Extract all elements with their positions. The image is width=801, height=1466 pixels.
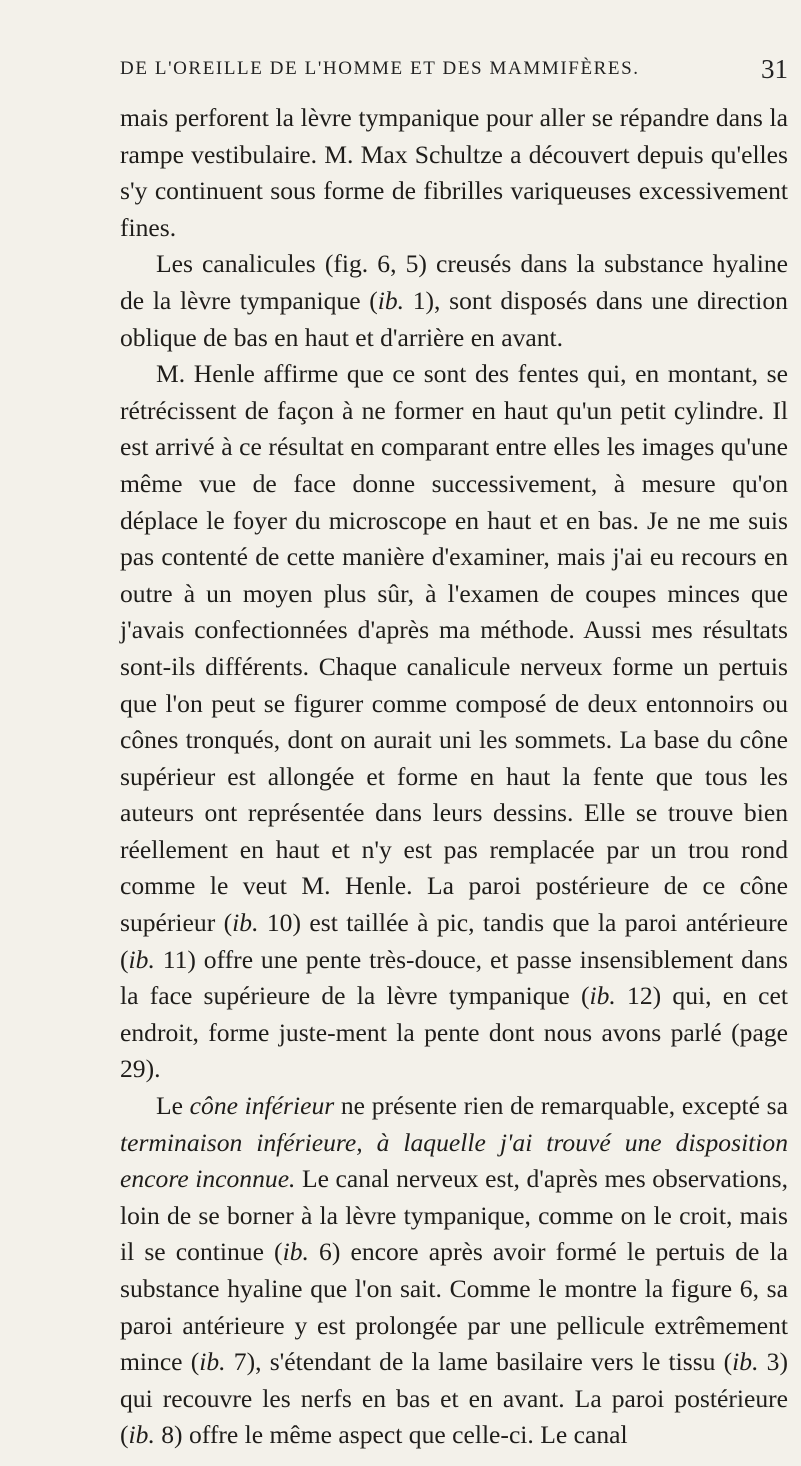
paragraph-canalicules [120, 246, 788, 356]
ibid-ref: ib. [377, 285, 405, 315]
ibid-ref: ib. [199, 1347, 226, 1377]
ibid-ref: ib. [128, 1420, 155, 1450]
paragraph-3-text-c: 11) offre une pente très-douce, et passe insensiblement dans la face supérieure de la lèvre tympanique ( [120, 944, 788, 1011]
paragraph-2-text-a: Les canalicules (fig. 6, 5) creusés dans la substance hyaline de la lèvre tympanique ( [120, 249, 788, 315]
paragraph-3-text-b: 10) est taillée à pic, tandis que la paroi antérieure ( [120, 908, 788, 974]
paragraph-1-text: mais perforent la lèvre tympanique pour aller se répandre dans la rampe vestibulaire. M. Max Schultze a découvert depuis qu'elles s'y continuent sous forme de fibrilles variqueuses excessivement fines. [120, 103, 788, 242]
paragraph-3-text-d: 12) qui, en cet endroit, forme juste-ment la pente dont nous avons parlé (page 29). [120, 981, 788, 1084]
paragraph-4-text-a: Le [156, 1091, 190, 1121]
paragraph-2-text-b: 1), sont disposés dans une direction oblique de bas en haut et d'arrière en avant. [120, 285, 788, 352]
page-number: 31 [761, 54, 788, 84]
italic-term: cône inférieur [189, 1091, 335, 1121]
paragraph-4-text-f: 3) qui recouvre les nerfs en bas et en avant. La paroi postérieure ( [120, 1347, 789, 1450]
paragraph-4-text-e: 7), s'étendant de la lame basilaire vers le tissu ( [225, 1347, 733, 1377]
paragraph-4-text-c: Le canal nerveux est, d'après mes observations, loin de se borner à la lèvre tympanique, comme on le croit, mais il se continue ( [120, 1164, 788, 1267]
paragraph-4-text-d: 6) encore après avoir formé le pertuis de la substance hyaline que l'on sait. Comme le montre la figure 6, sa paroi antérieure y est prolongée par une pellicule extrêmement mince ( [120, 1237, 788, 1377]
paragraph-henle [120, 356, 788, 1088]
paragraph-cone-inferieur [120, 1088, 788, 1454]
italic-phrase: terminaison inférieure, à laquelle j'ai trouvé une disposition encore inconnue. [120, 1127, 788, 1194]
paragraph-3-text-a: M. Henle affirme que ce sont des fentes qui, en montant, se rétrécissent de façon à ne former en haut qu'un petit cylindre. Il est arrivé à ce résultat en comparant entre elles les images qu'une même vue de face donne successivement, à mesure qu'on déplace le foyer du microscope en haut et en bas. Je ne me suis pas contenté de cette manière d'examiner, mais j'ai eu recours en outre à un moyen plus sûr, à l'examen de coupes minces que j'avais confectionnées d'après ma méthode. Aussi mes résultats sont-ils différents. Chaque canalicule nerveux forme un pertuis que l'on peut se figurer comme composé de deux entonnoirs ou cônes tronqués, dont on aurait uni les sommets. La base du cône supérieur est allongée et forme en haut la fente que tous les auteurs ont représentée dans leurs dessins. Elle se trouve bien réellement en haut et n'y est pas remplacée par un trou rond comme le veut M. Henle. La paroi postérieure de ce cône supérieur ( [120, 359, 788, 938]
ibid-ref: ib. [732, 1347, 759, 1377]
paragraph-continuation [120, 100, 788, 246]
ibid-ref: ib. [589, 981, 616, 1011]
paragraph-4-text-g: 8) offre le même aspect que celle-ci. Le canal [154, 1420, 628, 1450]
ibid-ref: ib. [128, 944, 155, 974]
ibid-ref: ib. [232, 908, 259, 938]
body-text [120, 100, 788, 1454]
running-head [120, 54, 788, 98]
ibid-ref: ib. [282, 1237, 309, 1267]
paragraph-4-text-b: ne présente rien de remarquable, excepté sa [334, 1091, 788, 1121]
running-head-title: DE L'OREILLE DE L'HOMME ET DES MAMMIFÈRES. [120, 58, 640, 79]
